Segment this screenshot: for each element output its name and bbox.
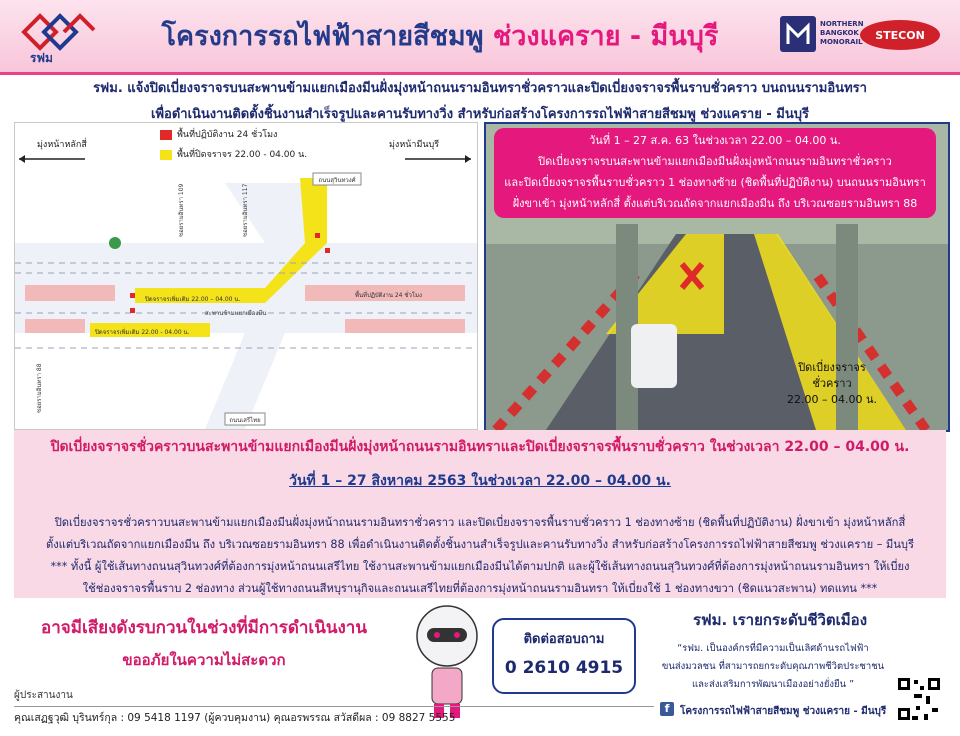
svg-text:รฟม: รฟม	[30, 51, 53, 64]
mascot-illustration	[402, 596, 492, 721]
announcement-line-2: เพื่อดำเนินงานติดตั้งชิ้นงานสำเร็จรูปและคานรับทางวิ่ง สำหรับก่อสร้างโครงการรถไฟฟ้าสายสีชมพู ช่วงแคราย - มีนบุรี	[151, 107, 809, 122]
work-area-left	[25, 285, 115, 301]
legend-red-swatch	[160, 130, 172, 140]
notice-body-line-2: ตั้งแต่บริเวณถัดจากแยกเมืองมีน ถึง บริเวณซอยรามอินทรา 88 เพื่อดำเนินงานติดตั้งชิ้นงานสำเร็จรูปและคานรับทางวิ่ง สำหรับก่อสร้างโครงการรถไฟฟ้าสายสีชมพู ช่วงแคราย – มีนบุรี	[45, 538, 915, 551]
soi-label-2: ซอยรามอินทรา 117	[242, 183, 249, 237]
closure-date-line: วันที่ 1 – 27 ส.ค. 63 ในช่วงเวลา 22.00 – 04.00 น.	[589, 134, 841, 147]
nbm-logo-icon	[780, 16, 816, 52]
work-area-left-2	[25, 319, 85, 333]
announcement	[20, 76, 940, 128]
traffic-map-drawing	[15, 123, 477, 429]
road-top-label: ถนนสุวินทวงศ์	[318, 177, 356, 184]
traffic-map	[14, 122, 478, 430]
notice-body-line-3: *** ทั้งนี้ ผู้ใช้เส้นทางถนนสุวินทวงศ์ที่ต้องการมุ่งหน้าถนนเสรีไทย ใช้งานสะพานข้ามแยกเมืองมีนได้ตามปกติ และผู้ใช้เส้นทางถนนสุวินทวงศ์ที่ต้องการมุ่งหน้าถนนรามอินทรา ให้เบี่ยง	[50, 560, 910, 573]
notice-date: วันที่ 1 – 27 สิงหาคม 2563 ในช่วงเวลา 22.00 – 04.00 น.	[289, 473, 671, 489]
notice-body-line-1: ปิดเบี่ยงจราจรชั่วคราวบนสะพานข้ามแยกเมืองมีนฝั่งมุ่งหน้าถนนรามอินทราชั่วคราว และปิดเบี่ยงจราจรพื้นราบชั่วคราว 1 ช่องทางซ้าย (ชิดพื้นที่ปฏิบัติงาน) ฝั่งขาเข้า มุ่งหน้าหลักสี่	[54, 516, 906, 529]
closure-detail-line-3: และปิดเบี่ยงจราจรพื้นราบชั่วคราว 1 ช่องทางซ้าย (ชิดพื้นที่ปฏิบัติงาน) บนถนนรามอินทรา	[504, 176, 926, 189]
apology-text: ขออภัยในความไม่สะดวก	[122, 651, 286, 669]
notice-body-line-4: ใช้ช่องจราจรพื้นราบ 2 ช่องทาง ส่วนผู้ใช้ทางถนนสีหบุรานุกิจและถนนเสรีไทยที่ต้องการมุ่งหน้าถนนรามอินทรา ให้เบี่ยงใช้ 1 ช่องทางขวา (ชิดแนวสะพาน) ทดแทน ***	[82, 582, 878, 595]
closure-label-2: ปิดจราจรเพิ่มเติม 22.00 - 04.00 น.	[95, 329, 190, 336]
contact-box	[492, 618, 636, 694]
notice-section	[14, 430, 946, 598]
coordinator-contacts: คุณเสฏฐวุฒิ บุรินทร์กุล : 09 5418 1197 (ผู้ควบคุมงาน) คุณอรพรรณ สวัสดีผล : 09 8827 5555	[14, 706, 654, 722]
tree-icon	[109, 237, 121, 249]
legend-work-area: พื้นที่ปฏิบัติงาน 24 ชั่วโมง	[160, 127, 277, 141]
contact-phone[interactable]: 0 2610 4915	[504, 658, 624, 678]
project-title-main: โครงการรถไฟฟ้าสายสีชมพู	[161, 21, 484, 52]
header-banner	[0, 0, 960, 75]
coordinator-label: ผู้ประสานงาน	[14, 690, 73, 701]
bridge-label: สะพานข้ามแยกเมืองมีน	[205, 310, 267, 317]
mrta-logo	[14, 10, 100, 64]
work-area-right-2	[345, 319, 465, 333]
mrta-slogan: รฟม. เรายกระดับชีวิตเมือง	[692, 611, 868, 629]
facebook-icon[interactable]: f	[660, 702, 674, 716]
photo-caption: ปิดเบี่ยงจราจร ชั่วคราว 22.00 – 04.00 น.	[787, 361, 877, 406]
direction-left-label: มุ่งหน้าหลักสี่	[37, 140, 87, 150]
white-car	[631, 324, 677, 388]
direction-right-label: มุ่งหน้ามีนบุรี	[389, 140, 440, 150]
soi-label-3: ซอยรามอินทรา 88	[36, 363, 43, 413]
mrta-quote: “รฟม. เป็นองค์กรที่มีความเป็นเลิศด้านรถไฟฟ้า ขนส่งมวลชน ที่สามารถยกระดับคุณภาพชีวิตประชาชน และส่งเสริมการพัฒนาเมืองอย่างยั่งยืน ”	[661, 643, 885, 690]
notice-title: ปิดเบี่ยงจราจรชั่วคราวบนสะพานข้ามแยกเมืองมีนฝั่งมุ่งหน้าถนนรามอินทราและปิดเบี่ยงจราจรพื้นราบชั่วคราว ในช่วงเวลา 22.00 – 04.00 น.	[50, 439, 910, 455]
soi-label-1: ซอยรามอินทรา 109	[178, 183, 185, 237]
closure-detail-line-4: ฝั่งขาเข้า มุ่งหน้าหลักสี่ ตั้งแต่บริเวณถัดจากแยกเมืองมีน ถึง บริเวณซอยรามอินทรา 88	[512, 197, 918, 210]
road-bottom-label: ถนนเสรีไทย	[229, 417, 261, 424]
project-title-segment: ช่วงแคราย - มีนบุรี	[492, 21, 719, 52]
announcement-line-1: รฟม. แจ้งปิดเบี่ยงจราจรบนสะพานข้ามแยกเมืองมีนฝั่งมุ่งหน้าถนนรามอินทราชั่วคราวและปิดเบี่ยงจราจรพื้นราบชั่วคราว บนถนนรามอินทรา	[93, 81, 867, 96]
contact-label: ติดต่อสอบถาม	[523, 632, 605, 647]
site-photo	[484, 122, 950, 432]
qr-code-icon[interactable]	[896, 676, 942, 722]
project-title	[110, 14, 770, 57]
notice-body	[34, 512, 926, 600]
stecon-logo	[858, 18, 942, 52]
nbm-logo-text: NORTHERN BANGKOK MONORAIL	[820, 20, 864, 46]
legend-yellow-swatch	[160, 150, 172, 160]
work-area-label: พื้นที่ปฏิบัติงาน 24 ชั่วโมง	[355, 292, 422, 299]
facebook-page-link[interactable]: โครงการรถไฟฟ้าสายสีชมพู ช่วงแคราย - มีนบุรี	[680, 706, 887, 717]
noise-warning: อาจมีเสียงดังรบกวนในช่วงที่มีการดำเนินงาน	[41, 618, 367, 638]
closure-date-box	[494, 128, 936, 218]
svg-text:STECON: STECON	[875, 29, 925, 42]
closure-detail-line-2: ปิดเบี่ยงจราจรบนสะพานข้ามแยกเมืองมีนฝั่งมุ่งหน้าถนนรามอินทราชั่วคราว	[538, 155, 892, 168]
closure-label-1: ปิดจราจรเพิ่มเติม 22.00 – 04.00 น.	[145, 296, 241, 303]
legend-closure-area: พื้นที่ปิดจราจร 22.00 - 04.00 น.	[160, 147, 307, 161]
